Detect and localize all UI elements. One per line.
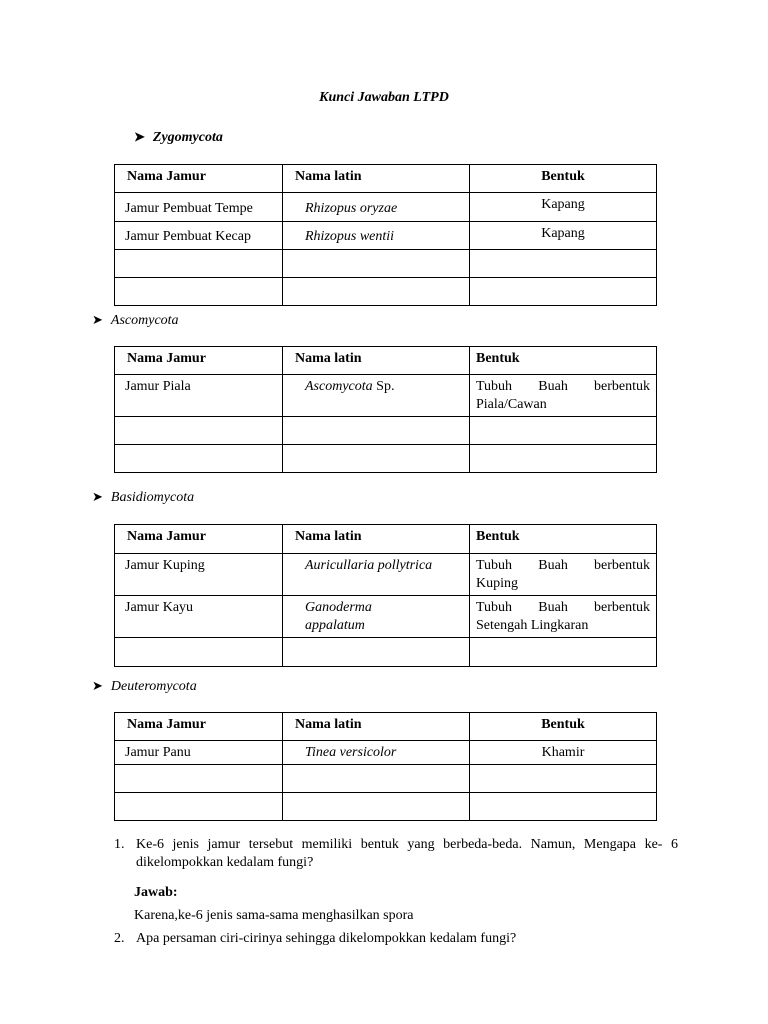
table-ascomycota [114, 346, 657, 473]
table-cell: Rhizopus wentii [283, 222, 470, 250]
latin-line-2: appalatum [305, 618, 365, 633]
table-cell [115, 278, 283, 306]
section-heading-ascomycota [92, 312, 179, 329]
table-row [115, 765, 657, 793]
table-cell: Jamur Pembuat Kecap [115, 222, 283, 250]
bentuk-line-1: Tubuh Buah berbentuk [476, 558, 650, 573]
question-2 [114, 930, 678, 948]
table-row [115, 445, 657, 473]
table-row [115, 417, 657, 445]
question-1 [114, 836, 678, 872]
table-cell: Jamur Kayu [115, 596, 283, 638]
header-cell: Nama latin [283, 713, 470, 741]
table-cell [470, 417, 657, 445]
table-row [115, 554, 657, 596]
latin-suffix: Sp. [376, 379, 395, 394]
table-row [115, 596, 657, 638]
section-title: Deuteromycota [110, 679, 197, 694]
question-text: Apa persaman ciri-cirinya sehingga dikelompokkan kedalam fungi? [136, 931, 517, 946]
table-cell: Rhizopus oryzae [283, 193, 470, 222]
arrowhead-bullet-icon: ➤ [92, 678, 103, 693]
table-cell: Jamur Panu [115, 741, 283, 765]
latin-line-1: Ganoderma [305, 600, 372, 615]
table-zygomycota [114, 164, 657, 306]
table-cell [470, 554, 657, 596]
table-row [115, 250, 657, 278]
header-cell: Nama Jamur [115, 713, 283, 741]
header-cell: Bentuk [470, 347, 657, 375]
table-cell [283, 596, 470, 638]
table-header-row [115, 525, 657, 554]
bentuk-line-2: Piala/Cawan [476, 397, 547, 412]
section-title: Basidiomycota [110, 490, 195, 505]
table-header-row [115, 347, 657, 375]
section-title: Zygomycota [152, 130, 223, 145]
bentuk-line-2: Setengah Lingkaran [476, 618, 589, 633]
table-cell [283, 765, 470, 793]
question-number: 1. [114, 837, 125, 852]
table-basidiomycota [114, 524, 657, 667]
table-cell [470, 793, 657, 821]
header-cell: Nama latin [283, 347, 470, 375]
table-cell [283, 278, 470, 306]
table-row [115, 638, 657, 667]
question-text: Ke-6 jenis jamur tersebut memiliki bentuk yang berbeda-beda. Namun, Mengapa ke- 6 dikelompokkan kedalam fungi? [136, 837, 678, 870]
table-cell: Kapang [470, 222, 657, 250]
answer-text: Karena,ke-6 jenis sama-sama menghasilkan spora [134, 908, 414, 923]
page-title: Kunci Jawaban LTPD [319, 90, 449, 105]
arrowhead-bullet-icon: ➤ [92, 489, 103, 504]
table-cell: Jamur Piala [115, 375, 283, 417]
table-cell [470, 445, 657, 473]
table-row [115, 741, 657, 765]
table-row [115, 193, 657, 222]
header-cell: Nama Jamur [115, 165, 283, 193]
header-cell: Bentuk [470, 165, 657, 193]
table-row [115, 222, 657, 250]
table-row [115, 793, 657, 821]
table-cell [115, 417, 283, 445]
header-cell: Nama Jamur [115, 347, 283, 375]
latin-name: Ascomycota [305, 379, 373, 394]
bentuk-line-1: Tubuh Buah berbentuk [476, 379, 650, 394]
table-cell: Tinea versicolor [283, 741, 470, 765]
bentuk-line-2: Kuping [476, 576, 518, 591]
table-row [115, 278, 657, 306]
table-cell [115, 638, 283, 667]
table-cell [115, 250, 283, 278]
bentuk-line-1: Tubuh Buah berbentuk [476, 600, 650, 615]
table-cell [283, 638, 470, 667]
table-cell [470, 765, 657, 793]
table-header-row [115, 165, 657, 193]
arrowhead-bullet-icon: ➤ [92, 312, 103, 327]
arrowhead-bullet-icon: ➤ [134, 129, 145, 144]
table-cell [470, 638, 657, 667]
table-cell [470, 596, 657, 638]
table-cell [115, 445, 283, 473]
answer-label: Jawab: [134, 885, 178, 900]
table-cell [470, 278, 657, 306]
table-cell: Jamur Kuping [115, 554, 283, 596]
section-heading-basidiomycota [92, 489, 194, 506]
header-cell: Nama Jamur [115, 525, 283, 554]
section-heading-deuteromycota [92, 678, 197, 695]
table-cell [470, 375, 657, 417]
table-cell: Khamir [470, 741, 657, 765]
table-cell [283, 250, 470, 278]
table-deuteromycota [114, 712, 657, 821]
header-cell: Bentuk [470, 525, 657, 554]
table-cell [115, 793, 283, 821]
table-cell [283, 417, 470, 445]
section-title: Ascomycota [110, 313, 179, 328]
table-cell: Jamur Pembuat Tempe [115, 193, 283, 222]
header-cell: Nama latin [283, 165, 470, 193]
table-cell [283, 375, 470, 417]
header-cell: Nama latin [283, 525, 470, 554]
question-number: 2. [114, 931, 125, 946]
table-cell [283, 445, 470, 473]
table-cell [115, 765, 283, 793]
table-cell [470, 250, 657, 278]
header-cell: Bentuk [470, 713, 657, 741]
table-row [115, 375, 657, 417]
table-header-row [115, 713, 657, 741]
table-cell [283, 793, 470, 821]
table-cell: Kapang [470, 193, 657, 222]
section-heading-zygomycota [134, 129, 223, 146]
table-cell: Auricullaria pollytrica [283, 554, 470, 596]
